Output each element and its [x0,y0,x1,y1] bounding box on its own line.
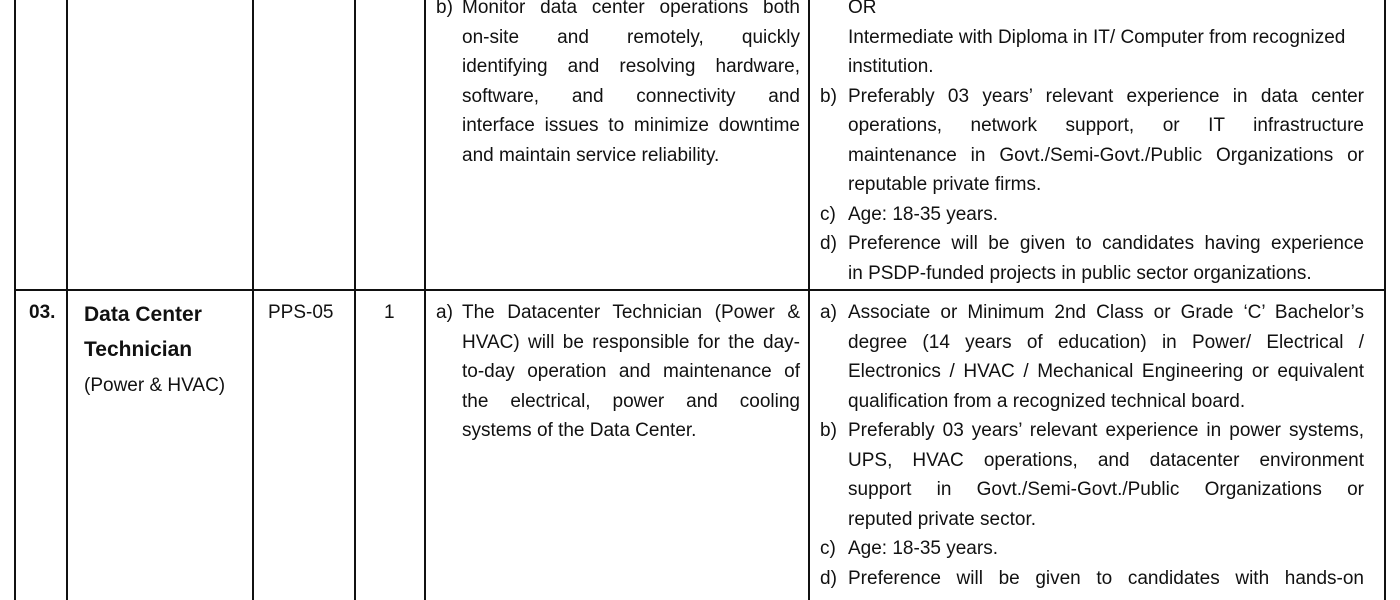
item-marker: a) [820,302,837,323]
qual-b-line: Preferably 03 years’ relevant experience in power systems, [848,420,1364,441]
qual-c-text: Age: 18-35 years. [848,538,998,559]
duty-a-line: The Datacenter Technician (Power & [462,302,800,323]
duty-a-line: the electrical, power and cooling [462,390,800,412]
qual-b-line: support in Govt./Semi-Govt./Public Organizations or [848,479,1364,500]
qual-d-line: Preference will be given to candidates with hands-on [848,567,1364,589]
qual-a-line: Electronics / HVAC / Mechanical Engineering or equivalent [848,361,1364,382]
or-text: OR [848,0,877,18]
duty-b-line: software, and connectivity and [462,85,800,107]
qual-d-line: in PSDP-funded projects in public sector organizations. [848,262,1312,284]
duty-a-line: systems of the Data Center. [462,420,697,441]
qual-a-line: Associate or Minimum 2nd Class or Grade ‘C’ Bachelor’s [848,302,1364,323]
qual-c-text: Age: 18-35 years. [848,203,998,225]
item-marker: d) [820,567,837,589]
duty-b-line: on-site and remotely, quickly [462,26,800,48]
item-marker: b) [436,0,453,18]
qual-a-line: qualification from a recognized technical board. [848,390,1246,412]
table-border-left [14,0,16,600]
item-marker: d) [820,233,837,254]
item-marker: b) [820,420,837,441]
duty-b-line: Monitor data center operations both [462,0,800,18]
post-title-line1: Data Center [84,303,202,326]
col-divider-5 [808,0,810,600]
qual-d-line: Preference will be given to candidates having experience [848,233,1364,254]
pay-scale: PPS-05 [268,302,334,323]
qual-b-line: Preferably 03 years’ relevant experience in data center [848,85,1364,107]
qual-a-line: degree (14 years of education) in Power/ Electrical / [848,331,1364,353]
item-marker: a) [436,302,453,323]
col-divider-1 [66,0,68,600]
row-divider [14,289,1386,291]
qual-b-line: operations, network support, or IT infrastructure [848,115,1364,136]
col-divider-3 [354,0,356,600]
duty-b-line: and maintain service reliability. [462,144,720,166]
number-of-posts: 1 [384,302,395,323]
row-number: 03. [29,302,56,323]
item-marker: c) [820,538,836,559]
table-border-right [1384,0,1386,600]
qual-b-line: reputable private firms. [848,174,1042,195]
qual-a-line: institution. [848,56,934,77]
qual-b-line: maintenance in Govt./Semi-Govt./Public Organizations or [848,144,1364,166]
item-marker: b) [820,85,837,107]
duty-a-line: HVAC) will be responsible for the day- [462,331,800,353]
qual-b-line: reputed private sector. [848,508,1036,530]
col-divider-2 [252,0,254,600]
qual-b-line: UPS, HVAC operations, and datacenter environment [848,449,1364,471]
qual-a-line: Intermediate with Diploma in IT/ Computer from recognized [848,26,1346,48]
duty-b-line: identifying and resolving hardware, [462,56,800,77]
duty-a-line: to-day operation and maintenance of [462,361,800,382]
post-title-line2: Technician [84,338,193,361]
item-marker: c) [820,203,836,225]
duty-b-line: interface issues to minimize downtime [462,115,800,136]
post-subtitle: (Power & HVAC) [84,375,226,396]
col-divider-4 [424,0,426,600]
